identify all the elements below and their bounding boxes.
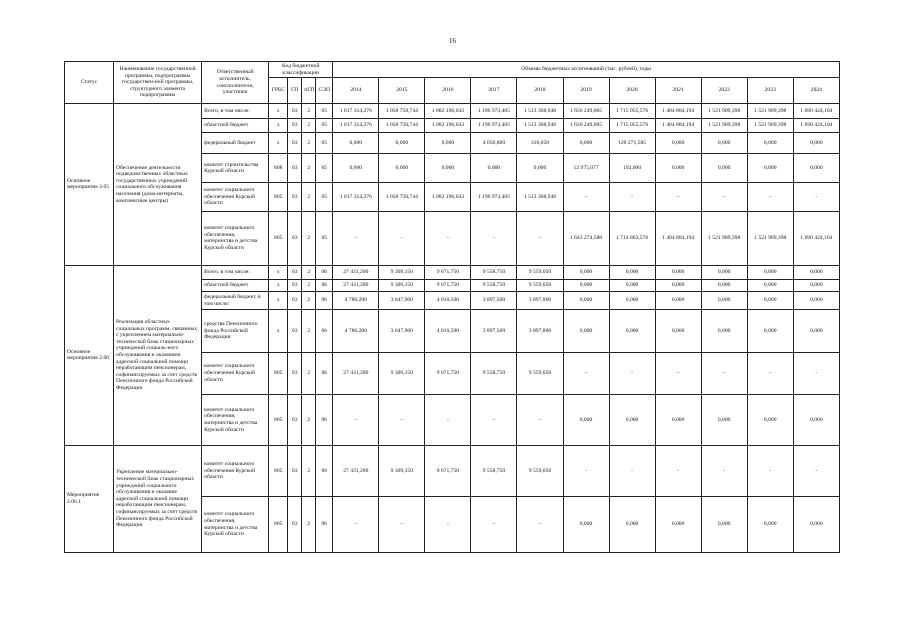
code-cell: 2 [302, 280, 316, 292]
value-cell: 0,000 [379, 154, 425, 183]
code-cell: 2 [302, 265, 316, 279]
value-cell: 0,000 [793, 497, 839, 553]
header-year: 2022 [701, 78, 747, 104]
funding-source: Всего, в том числе: [202, 104, 269, 118]
value-cell: 27 431,200 [333, 446, 379, 497]
code-cell: 06 [316, 352, 333, 394]
code-cell: 2 [302, 497, 316, 553]
value-cell: - [563, 446, 609, 497]
value-cell: 9 558,750 [471, 265, 517, 279]
value-cell: 0,000 [701, 280, 747, 292]
value-cell: 0,000 [701, 497, 747, 553]
code-cell: х [269, 104, 288, 118]
value-cell: 0,000 [655, 497, 701, 553]
value-cell: - [425, 497, 471, 553]
value-cell: 0,000 [701, 292, 747, 310]
value-cell: 1 196 973,405 [471, 183, 517, 212]
value-cell: 9 559,050 [517, 352, 563, 394]
value-cell: 0,000 [793, 310, 839, 352]
value-cell: 120 271,585 [609, 133, 655, 154]
header-code-2: пГП [302, 78, 316, 104]
value-cell: 1 058 750,744 [379, 183, 425, 212]
value-cell: - [563, 183, 609, 212]
value-cell: 27 431,200 [333, 265, 379, 279]
value-cell: 1 404 884,194 [655, 118, 701, 132]
funding-source: федеральный бюджет, в том числе: [202, 292, 269, 310]
code-cell: х [269, 118, 288, 132]
group-status: Основное мероприятие 2.05 [65, 104, 114, 265]
value-cell: 1 513 368,948 [517, 183, 563, 212]
code-cell: х [269, 310, 288, 352]
value-cell: 9 671,750 [425, 265, 471, 279]
value-cell: 1 513 368,948 [517, 118, 563, 132]
value-cell: 1 196 973,405 [471, 118, 517, 132]
value-cell: 0,000 [655, 265, 701, 279]
value-cell: 192,000 [609, 154, 655, 183]
value-cell: 0,000 [701, 154, 747, 183]
code-cell: 05 [316, 104, 333, 118]
value-cell: 0,000 [793, 394, 839, 445]
value-cell: 0,000 [563, 310, 609, 352]
value-cell: 1 082 196,643 [425, 183, 471, 212]
group-status: Мероприятие 2.06.1 [65, 446, 114, 553]
value-cell: 0,000 [333, 133, 379, 154]
code-cell: 2 [302, 154, 316, 183]
value-cell: 0,000 [701, 265, 747, 279]
header-year: 2017 [471, 78, 517, 104]
code-cell: х [269, 265, 288, 279]
value-cell: 1 690 424,104 [793, 104, 839, 118]
value-cell: 9 309,150 [379, 352, 425, 394]
code-cell: 03 [288, 446, 302, 497]
funding-source: комитет социального обеспечения Курской области [202, 446, 269, 497]
value-cell: 1 521 909,398 [701, 118, 747, 132]
value-cell: 3 897,500 [471, 310, 517, 352]
header-executor: Ответственный исполнитель, соисполнители, участники [202, 62, 269, 104]
value-cell: 0,000 [609, 497, 655, 553]
value-cell: - [333, 394, 379, 445]
funding-source: комитет социального обеспечения, материнства и детства Курской области [202, 212, 269, 265]
header-year: 2014 [333, 78, 379, 104]
value-cell: 9 309,150 [379, 280, 425, 292]
value-cell: 1 656 249,665 [563, 104, 609, 118]
value-cell: 9 559,050 [517, 265, 563, 279]
value-cell: - [609, 446, 655, 497]
code-cell: 03 [288, 154, 302, 183]
code-cell: 03 [288, 352, 302, 394]
value-cell: 3 897,800 [517, 292, 563, 310]
code-cell: х [269, 292, 288, 310]
value-cell: - [609, 183, 655, 212]
header-code-0: ГРБС [269, 78, 288, 104]
value-cell: 9 558,750 [471, 446, 517, 497]
funding-source: Всего, в том числе: [202, 265, 269, 279]
value-cell: 1 656 249,665 [563, 118, 609, 132]
value-cell: - [793, 183, 839, 212]
value-cell: 0,000 [747, 154, 793, 183]
value-cell: 1 643 274,588 [563, 212, 609, 265]
value-cell: 3 897,500 [471, 292, 517, 310]
value-cell: 0,000 [563, 133, 609, 154]
value-cell: 1 404 884,194 [655, 212, 701, 265]
code-cell: 805 [269, 352, 288, 394]
value-cell: 0,000 [747, 310, 793, 352]
code-cell: 2 [302, 133, 316, 154]
value-cell: - [517, 212, 563, 265]
value-cell: - [655, 446, 701, 497]
code-cell: 805 [269, 394, 288, 445]
value-cell: 0,000 [471, 154, 517, 183]
code-cell: 06 [316, 446, 333, 497]
value-cell: - [425, 394, 471, 445]
funding-source: комитет социального обеспечения, материнства и детства Курской области [202, 497, 269, 553]
value-cell: 310,058 [517, 133, 563, 154]
value-cell: 1 058 750,744 [379, 118, 425, 132]
value-cell: 1 082 196,643 [425, 118, 471, 132]
value-cell: - [333, 212, 379, 265]
value-cell: 9 671,750 [425, 280, 471, 292]
code-cell: 03 [288, 212, 302, 265]
value-cell: 0,000 [793, 292, 839, 310]
code-cell: 2 [302, 104, 316, 118]
value-cell: 9 559,050 [517, 280, 563, 292]
header-year: 2019 [563, 78, 609, 104]
group-name: Обеспечение деятельности подведомственных областных государственных учреждений социального обслуживания населения (дома-интернаты, комплексные центры) [114, 104, 202, 265]
code-cell: 03 [288, 104, 302, 118]
value-cell: 0,000 [563, 265, 609, 279]
value-cell: 4 010,500 [425, 310, 471, 352]
code-cell: 06 [316, 292, 333, 310]
value-cell: - [379, 394, 425, 445]
value-cell: - [655, 352, 701, 394]
funding-source: комитет строительства Курской области [202, 154, 269, 183]
value-cell: 0,000 [609, 292, 655, 310]
value-cell: 0,000 [701, 133, 747, 154]
value-cell: 1 513 368,948 [517, 104, 563, 118]
value-cell: 1 017 314,276 [333, 104, 379, 118]
code-cell: 05 [316, 133, 333, 154]
code-cell: х [269, 133, 288, 154]
value-cell: 12 975,077 [563, 154, 609, 183]
code-cell: 808 [269, 154, 288, 183]
value-cell: 0,000 [701, 310, 747, 352]
value-cell: 3 647,900 [379, 292, 425, 310]
value-cell: - [333, 497, 379, 553]
value-cell: 0,000 [701, 394, 747, 445]
value-cell: - [563, 352, 609, 394]
value-cell: - [747, 446, 793, 497]
value-cell: 3 897,800 [517, 310, 563, 352]
code-cell: 805 [269, 497, 288, 553]
value-cell: 27 431,200 [333, 352, 379, 394]
value-cell: 0,000 [655, 310, 701, 352]
header-status: Статус [65, 62, 114, 104]
group-name: Укрепление материально-технической базы стационарных учреждений социального обслуживания и оказание адресной социальной помощи неработающим пенсионерам, софинансируемых за счет средств Пенсионного фонда Российской Федерации [114, 446, 202, 553]
code-cell: 805 [269, 183, 288, 212]
code-cell: 2 [302, 212, 316, 265]
code-cell: 2 [302, 310, 316, 352]
code-cell: 05 [316, 118, 333, 132]
funding-source: комитет социального обеспечения, материнства и детства Курской области [202, 394, 269, 445]
value-cell: 9 558,750 [471, 280, 517, 292]
value-cell: 1 521 909,398 [747, 118, 793, 132]
code-cell: 2 [302, 446, 316, 497]
value-cell: - [793, 352, 839, 394]
code-cell: 03 [288, 497, 302, 553]
value-cell: 0,000 [747, 133, 793, 154]
value-cell: 1 196 973,405 [471, 104, 517, 118]
value-cell: - [701, 446, 747, 497]
value-cell: 1 715 055,576 [609, 118, 655, 132]
value-cell: - [379, 212, 425, 265]
value-cell: - [747, 352, 793, 394]
value-cell: 0,000 [563, 292, 609, 310]
value-cell: 0,000 [333, 154, 379, 183]
value-cell: 9 309,150 [379, 265, 425, 279]
funding-source: комитет социального обеспечения Курской области [202, 183, 269, 212]
value-cell: 27 431,200 [333, 280, 379, 292]
header-volume: Объемы бюджетных ассигнований (тыс. рублей), годы [333, 62, 840, 78]
value-cell: 0,000 [563, 394, 609, 445]
value-cell: 9 309,150 [379, 446, 425, 497]
code-cell: 03 [288, 183, 302, 212]
code-cell: 03 [288, 394, 302, 445]
value-cell: 0,000 [747, 292, 793, 310]
header-code-1: ГП [288, 78, 302, 104]
table-row [65, 104, 840, 118]
code-cell: 2 [302, 352, 316, 394]
code-cell: 03 [288, 280, 302, 292]
value-cell: 3 647,900 [379, 310, 425, 352]
value-cell: 0,000 [655, 133, 701, 154]
code-cell: 03 [288, 118, 302, 132]
value-cell: 0,000 [793, 133, 839, 154]
value-cell: 0,000 [747, 280, 793, 292]
value-cell: 0,000 [655, 280, 701, 292]
value-cell: 0,000 [793, 265, 839, 279]
code-cell: 03 [288, 133, 302, 154]
value-cell: 9 671,750 [425, 352, 471, 394]
funding-source: комитет социального обеспечения Курской области [202, 352, 269, 394]
value-cell: 0,000 [563, 280, 609, 292]
code-cell: 03 [288, 265, 302, 279]
value-cell: 1 521 909,398 [747, 212, 793, 265]
code-cell: 06 [316, 310, 333, 352]
funding-source: областной бюджет [202, 280, 269, 292]
value-cell: 4 050,800 [471, 133, 517, 154]
code-cell: 06 [316, 394, 333, 445]
funding-source: федеральный бюджет [202, 133, 269, 154]
code-cell: 06 [316, 497, 333, 553]
value-cell: 0,000 [517, 154, 563, 183]
code-cell: 805 [269, 446, 288, 497]
value-cell: 1 404 884,194 [655, 104, 701, 118]
code-cell: 2 [302, 292, 316, 310]
value-cell: - [793, 446, 839, 497]
code-cell: 03 [288, 310, 302, 352]
value-cell: 1 521 909,398 [747, 104, 793, 118]
header-budget-code: Код бюджетной классификации [269, 62, 333, 78]
value-cell: - [701, 352, 747, 394]
value-cell: 1 521 909,398 [701, 104, 747, 118]
value-cell: 1 714 863,576 [609, 212, 655, 265]
value-cell: - [379, 497, 425, 553]
value-cell: - [425, 212, 471, 265]
header-year: 2021 [655, 78, 701, 104]
group-name: Реализация областных социальных программ, связанных с укреплением материально-технической базы стационарных учреждений социаль-ного обслуживания и оказанием адресной социальной помощи неработающим пенсионерам, софинансируемых за счет средств Пенсионного фонда Российской Федерации [114, 265, 202, 446]
header-code-3: СЭП [316, 78, 333, 104]
funding-source: областной бюджет [202, 118, 269, 132]
value-cell: 1 017 314,276 [333, 118, 379, 132]
value-cell: - [471, 212, 517, 265]
value-cell: 1 058 750,744 [379, 104, 425, 118]
header-year: 2018 [517, 78, 563, 104]
value-cell: 0,000 [609, 265, 655, 279]
value-cell: 0,000 [425, 133, 471, 154]
value-cell: 4 786,200 [333, 310, 379, 352]
value-cell: - [471, 394, 517, 445]
budget-table [64, 61, 840, 553]
value-cell: 0,000 [747, 497, 793, 553]
value-cell: - [471, 497, 517, 553]
value-cell: 0,000 [747, 265, 793, 279]
value-cell: 0,000 [609, 394, 655, 445]
code-cell: 06 [316, 265, 333, 279]
value-cell: 1 082 196,643 [425, 104, 471, 118]
table-row [65, 446, 840, 497]
value-cell: 1 017 314,276 [333, 183, 379, 212]
value-cell: 0,000 [793, 154, 839, 183]
value-cell: 4 786,200 [333, 292, 379, 310]
value-cell: 0,000 [793, 280, 839, 292]
value-cell: 0,000 [655, 154, 701, 183]
group-status: Основное мероприятие 2.06 [65, 265, 114, 446]
header-year: 2015 [379, 78, 425, 104]
value-cell: 9 671,750 [425, 446, 471, 497]
code-cell: 05 [316, 212, 333, 265]
table-row [65, 265, 840, 279]
value-cell: 9 559,050 [517, 446, 563, 497]
code-cell: 05 [316, 183, 333, 212]
value-cell: 0,000 [563, 497, 609, 553]
code-cell: 805 [269, 212, 288, 265]
value-cell: - [517, 497, 563, 553]
header-name: Наименование государственной программы, подпрограммы государствен-ной программы, структурного элемента подпрограммы [114, 62, 202, 104]
value-cell: 1 690 424,104 [793, 118, 839, 132]
value-cell: - [517, 394, 563, 445]
value-cell: 0,000 [655, 292, 701, 310]
value-cell: 1 521 909,398 [701, 212, 747, 265]
page-number: 16 [449, 37, 456, 45]
code-cell: 06 [316, 280, 333, 292]
value-cell: 0,000 [609, 310, 655, 352]
value-cell: - [655, 183, 701, 212]
code-cell: 2 [302, 394, 316, 445]
value-cell: 0,000 [747, 394, 793, 445]
code-cell: 2 [302, 183, 316, 212]
value-cell: 1 690 424,104 [793, 212, 839, 265]
value-cell: 0,000 [425, 154, 471, 183]
funding-source: средства Пенсионного фонда Российской Федерации [202, 310, 269, 352]
code-cell: х [269, 280, 288, 292]
code-cell: 2 [302, 118, 316, 132]
value-cell: 0,000 [379, 133, 425, 154]
header-year: 2016 [425, 78, 471, 104]
value-cell: 1 715 055,576 [609, 104, 655, 118]
header-year: 2023 [747, 78, 793, 104]
code-cell: 03 [288, 292, 302, 310]
value-cell: - [701, 183, 747, 212]
code-cell: 05 [316, 154, 333, 183]
value-cell: - [747, 183, 793, 212]
header-year: 2020 [609, 78, 655, 104]
value-cell: 0,000 [655, 394, 701, 445]
value-cell: - [609, 352, 655, 394]
value-cell: 4 010,500 [425, 292, 471, 310]
value-cell: 0,000 [609, 280, 655, 292]
header-year: 2024 [793, 78, 839, 104]
value-cell: 9 558,750 [471, 352, 517, 394]
